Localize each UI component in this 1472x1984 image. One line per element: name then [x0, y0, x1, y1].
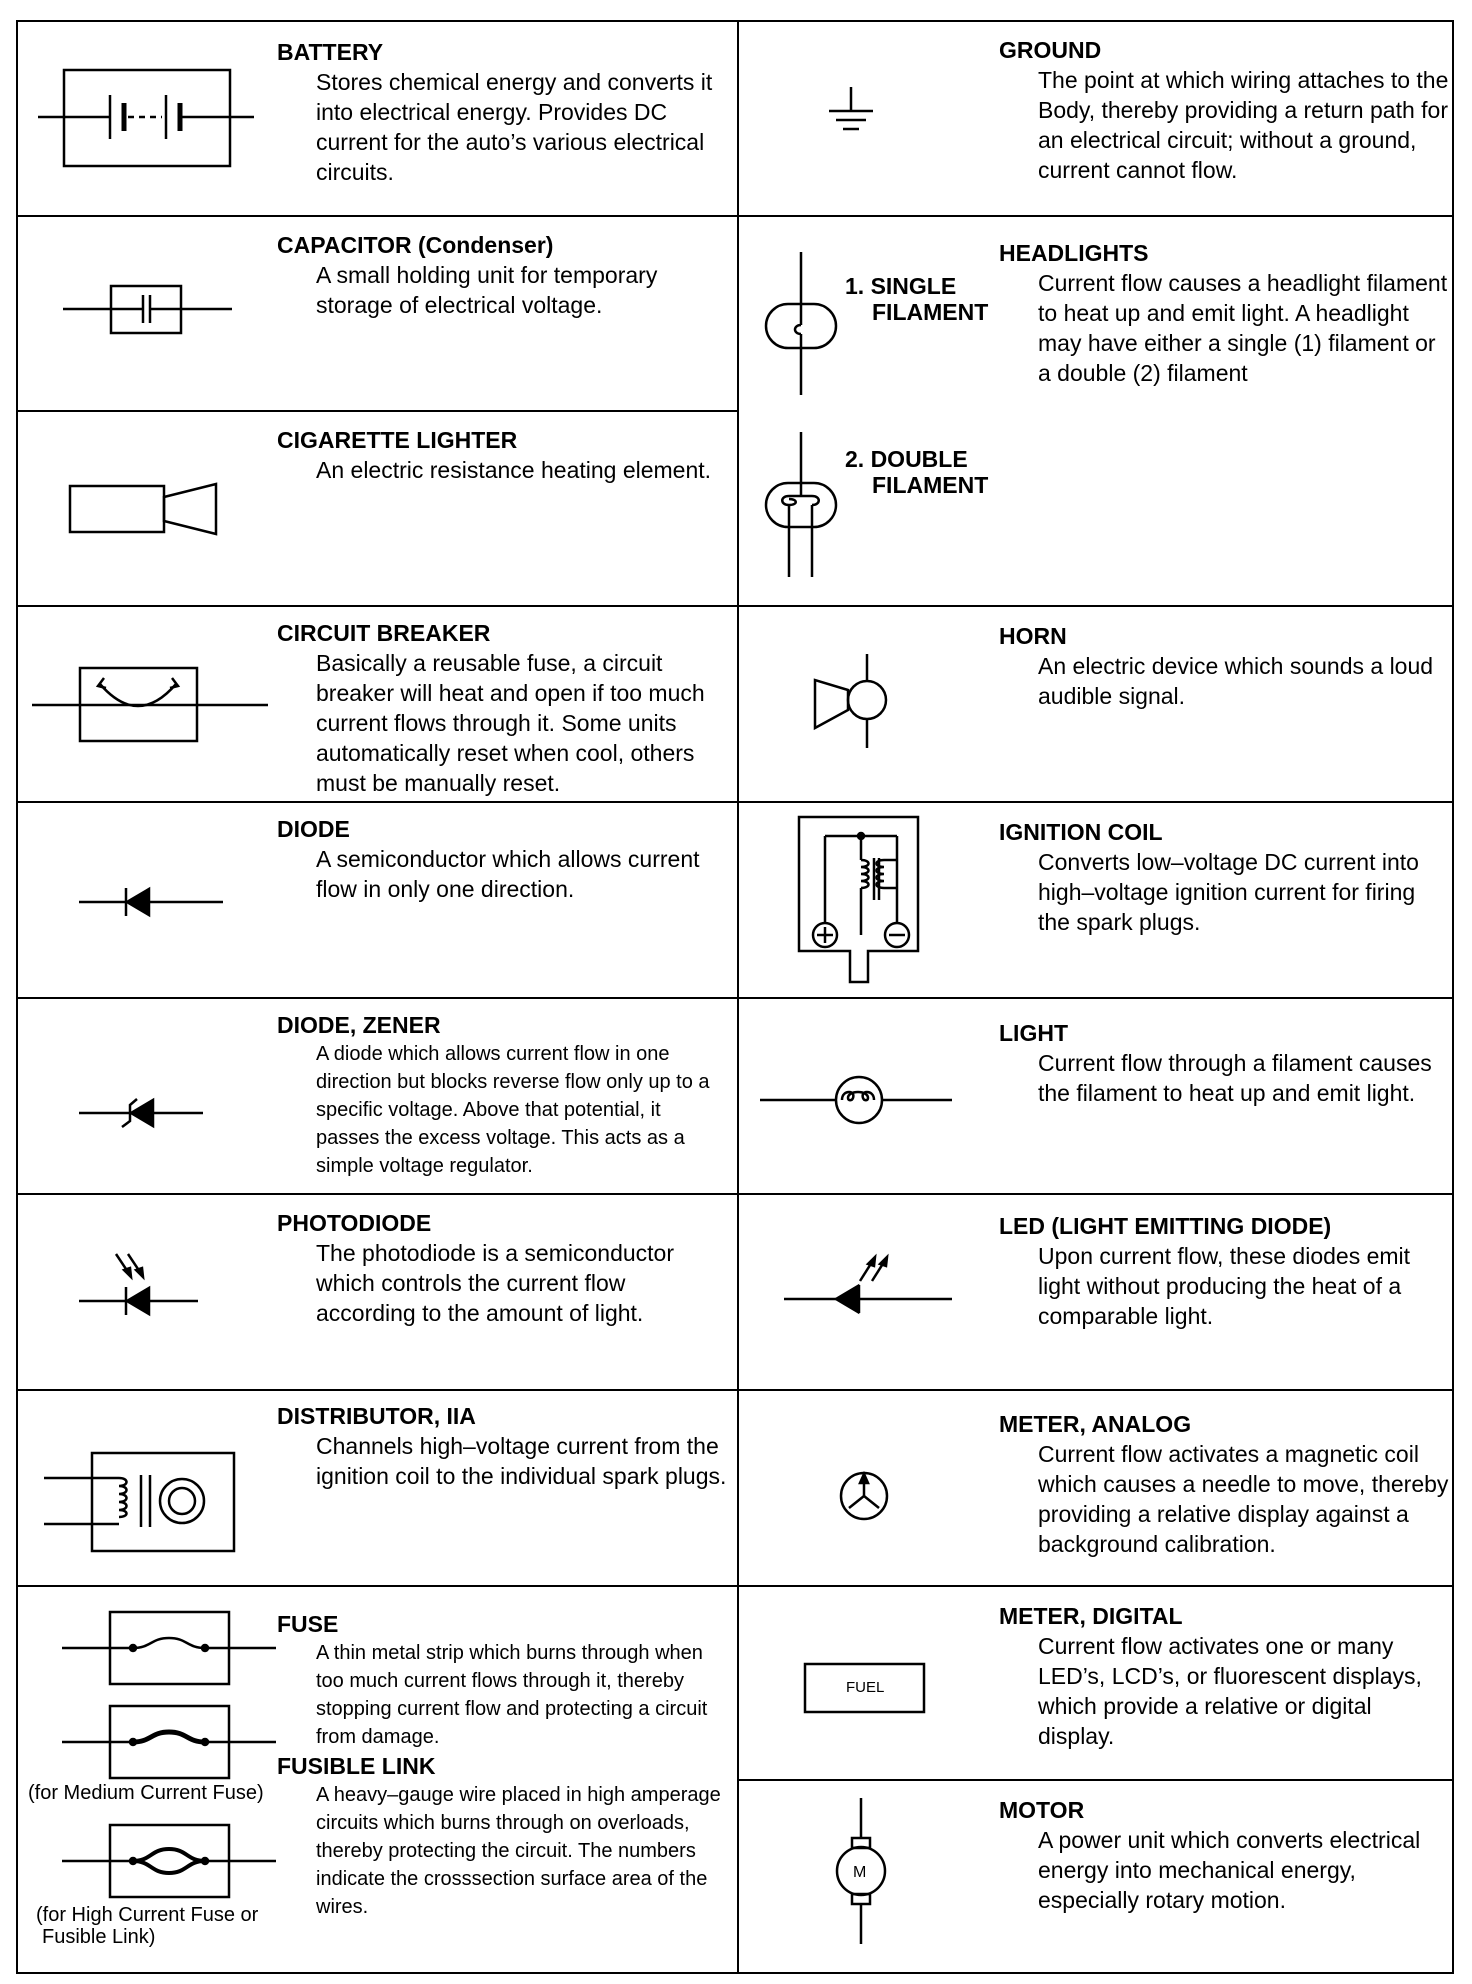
light-icon	[760, 1077, 952, 1123]
entry-title: IGNITION COIL	[999, 819, 1163, 845]
entry-description: The photodiode is a semiconductor which controls the current flow according to the amount of light.	[316, 1240, 674, 1326]
entry-digital-meter	[999, 1601, 1451, 1751]
zener-diode-icon	[79, 1099, 203, 1127]
medium-fuse-label: (for Medium Current Fuse)	[28, 1782, 264, 1804]
entry-title: CIRCUIT BREAKER	[277, 620, 491, 646]
entry-title: DIODE, ZENER	[277, 1012, 441, 1038]
battery-icon	[38, 70, 254, 166]
entry-title: PHOTODIODE	[277, 1210, 432, 1236]
entry-capacitor	[277, 230, 717, 320]
entry-description: A small holding unit for temporary storage of electrical voltage.	[316, 262, 658, 318]
entry-description: A diode which allows current flow in one direction but blocks reverse flow only up to a specific voltage. Above that potential, it passes the excess voltage. This acts as a simple voltage regulator.	[316, 1043, 710, 1177]
entry-title: CAPACITOR (Condenser)	[277, 232, 554, 258]
entry-description: An electric device which sounds a loud audible signal.	[1038, 653, 1434, 709]
entry-description: Current flow activates one or many LED’s, LCD’s, or fluorescent displays, which provide a relative or digital display.	[1038, 1633, 1422, 1749]
entry-title: MOTOR	[999, 1797, 1085, 1823]
entry-description: Current flow causes a headlight filament to heat up and emit light. A headlight may have either a single (1) filament or a double (2) filament	[1038, 270, 1448, 386]
entry-light	[999, 1018, 1451, 1108]
horn-icon	[815, 654, 886, 748]
entry-title: METER, ANALOG	[999, 1411, 1192, 1437]
entry-ignition-coil	[999, 817, 1451, 937]
entry-description: Stores chemical energy and converts it into electrical energy. Provides DC current for the auto’s various electrical circuits.	[316, 69, 713, 185]
capacitor-icon	[63, 286, 232, 333]
entry-distributor	[277, 1401, 727, 1491]
distributor-icon	[44, 1453, 234, 1551]
circuit-breaker-icon	[32, 668, 268, 741]
motor-m-label: M	[853, 1864, 867, 1881]
entry-headlights	[999, 238, 1451, 388]
entry-cigarette-lighter	[277, 425, 717, 485]
entry-description: Basically a reusable fuse, a circuit breaker will heat and open if too much current flows through it. Some units automatically reset when cool, others must be manually reset.	[316, 650, 705, 796]
entry-title: HORN	[999, 623, 1067, 649]
high-fuse-label-2: Fusible Link)	[42, 1926, 156, 1948]
cigarette-lighter-icon	[70, 484, 216, 534]
entry-description: Current flow through a filament causes the filament to heat up and emit light.	[1038, 1050, 1432, 1106]
entry-description: Upon current flow, these diodes emit light without producing the heat of a comparable light.	[1038, 1243, 1411, 1329]
ignition-coil-icon	[799, 817, 918, 982]
entry-motor	[999, 1795, 1451, 1915]
single-filament-label: 1. SINGLE	[845, 273, 957, 299]
entry-circuit-breaker	[277, 618, 727, 798]
analog-meter-icon	[841, 1473, 887, 1519]
entry-ground	[999, 35, 1451, 185]
entry-title: FUSE	[277, 1611, 339, 1637]
entry-description: Channels high–voltage current from the ignition coil to the individual spark plugs.	[316, 1433, 727, 1489]
double-filament-label: 2. DOUBLE	[845, 446, 968, 472]
entry-title: DISTRIBUTOR, IIA	[277, 1403, 476, 1429]
single-filament-label-2: FILAMENT	[872, 299, 989, 325]
entry-horn	[999, 621, 1451, 711]
entry-title: METER, DIGITAL	[999, 1603, 1183, 1629]
entry-description: A semiconductor which allows current flow in only one direction.	[316, 846, 700, 902]
photodiode-icon	[79, 1254, 198, 1315]
entry-description: The point at which wiring attaches to the Body, thereby providing a return path for an electrical circuit; without a ground, current cannot flow.	[1038, 67, 1449, 183]
entry-diode	[277, 814, 717, 904]
entry-description: Converts low–voltage DC current into high–voltage ignition current for firing the spark plugs.	[1038, 849, 1419, 935]
ground-icon	[829, 87, 873, 129]
entry-title: CIGARETTE LIGHTER	[277, 427, 518, 453]
entry-title: DIODE	[277, 816, 350, 842]
led-icon	[784, 1257, 952, 1313]
double-filament-headlight-icon	[766, 432, 836, 577]
entry-photodiode	[277, 1208, 717, 1328]
entry-description: A thin metal strip which burns through when too much current flows through it, thereby stopping current flow and protecting a circuit from damage.	[316, 1642, 708, 1748]
entry-led	[999, 1211, 1451, 1331]
entry-title: HEADLIGHTS	[999, 240, 1149, 266]
entry-title: BATTERY	[277, 39, 384, 65]
diode-icon	[79, 888, 223, 916]
fuse-icon	[62, 1612, 276, 1684]
entry-battery	[277, 37, 717, 187]
entry-description: A heavy–gauge wire placed in high amperage circuits which burns through on overloads, thereby protecting the circuit. The numbers indicate the crosssection surface area of the wires.	[316, 1784, 721, 1918]
entry-zener-diode	[277, 1010, 727, 1180]
entry-description: Current flow activates a magnetic coil which causes a needle to move, thereby providing a relative display against a background calibration.	[1038, 1441, 1449, 1557]
entry-fuse	[277, 1609, 727, 1751]
fusible-link-icon	[62, 1825, 276, 1897]
fuel-label: FUEL	[846, 1679, 885, 1696]
entry-title: GROUND	[999, 37, 1102, 63]
double-filament-label-2: FILAMENT	[872, 472, 989, 498]
entry-fusible-link	[277, 1751, 727, 1921]
entry-description: A power unit which converts electrical energy into mechanical energy, especially rotary motion.	[1038, 1827, 1421, 1913]
entry-title: LED (LIGHT EMITTING DIODE)	[999, 1213, 1332, 1239]
medium-fuse-icon	[62, 1706, 276, 1778]
entry-analog-meter	[999, 1409, 1451, 1559]
entry-title: FUSIBLE LINK	[277, 1753, 436, 1779]
entry-title: LIGHT	[999, 1020, 1068, 1046]
single-filament-headlight-icon	[766, 252, 836, 395]
high-fuse-label: (for High Current Fuse or	[36, 1904, 259, 1926]
entry-description: An electric resistance heating element.	[316, 457, 712, 483]
